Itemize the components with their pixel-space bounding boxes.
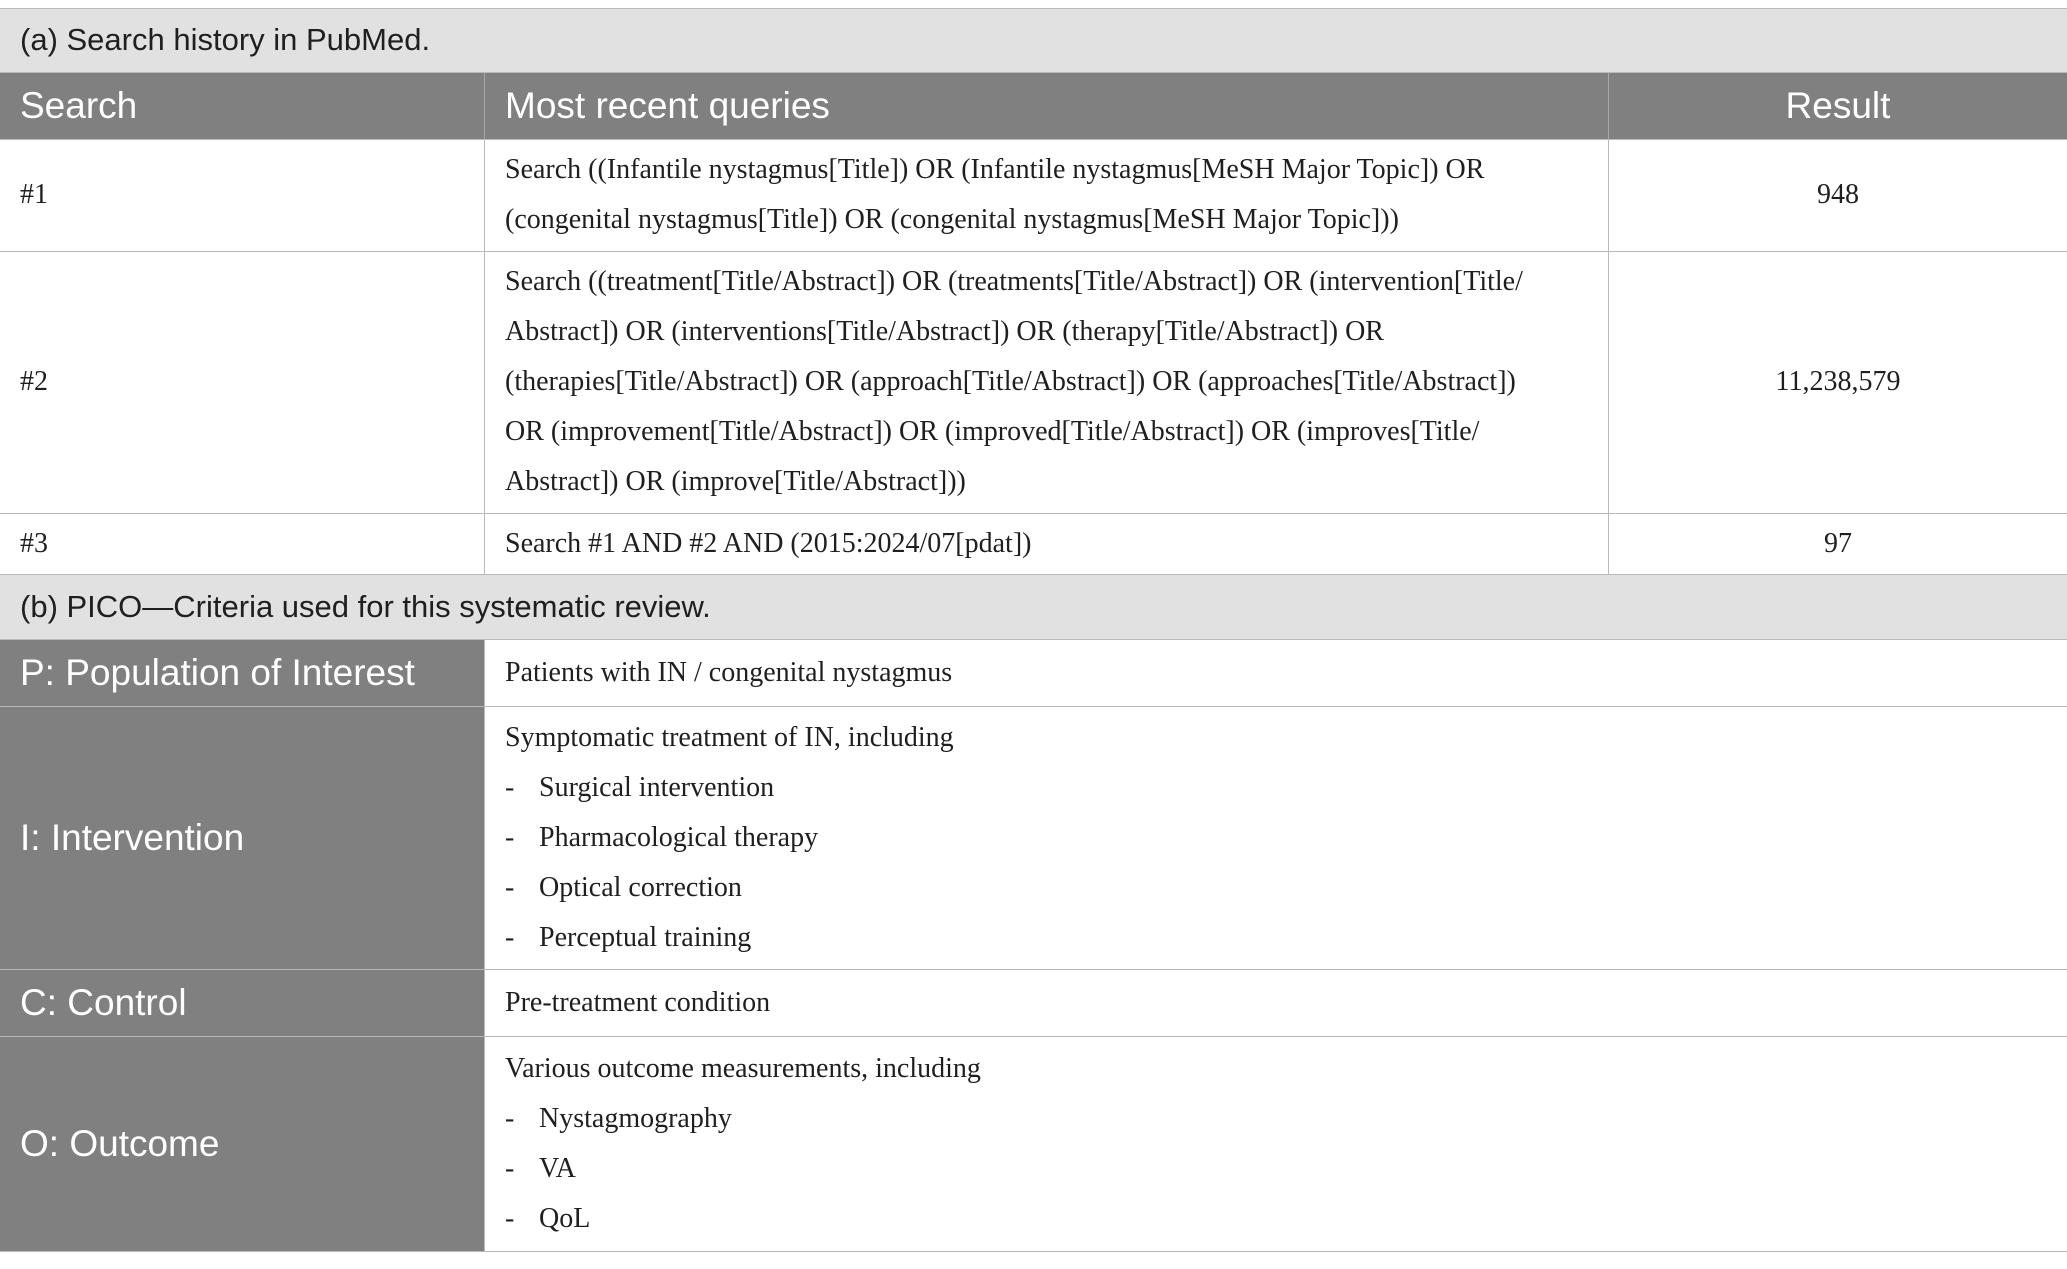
section-b-title-text: (b) PICO—Criteria used for this systematic review. [20,588,711,624]
pico-label-control [0,970,485,1036]
pico-label-population [0,640,485,706]
list-item [505,763,954,813]
row-result [1609,514,2067,574]
row-id-text: #2 [20,366,48,398]
header-queries [485,73,1609,139]
row-id-text: #1 [20,179,48,211]
pico-label-text: I: Intervention [20,817,245,859]
section-a-title-text: (a) Search history in PubMed. [20,22,431,58]
table-row [0,252,2067,514]
row-query [485,514,1609,574]
query-line: Search ((Infantile nystagmus[Title]) OR (Infantile nystagmus[MeSH Major Topic]) OR [505,154,1485,186]
query-line: Search #1 AND #2 AND (2015:2024/07[pdat]) [505,527,1032,559]
list-item-text: Surgical intervention [539,772,775,804]
row-query [485,140,1609,251]
pico-value-text: Patients with IN / congenital nystagmus [505,657,953,689]
intervention-list [505,713,954,963]
row-result-text: 948 [1817,179,1859,211]
query-line: Abstract]) OR (interventions[Title/Abstract]) OR (therapy[Title/Abstract]) OR [505,316,1384,348]
pico-row-population [0,640,2067,707]
list-item-text: QoL [539,1203,591,1234]
section-a-title [0,9,2067,73]
pico-label-text: P: Population of Interest [20,652,415,694]
header-result-text: Result [1785,84,1891,126]
query-line: Abstract]) OR (improve[Title/Abstract])) [505,466,966,498]
search-table-header [0,73,2067,140]
list-item-text: Optical correction [539,872,742,904]
row-id [0,252,485,513]
pico-value-population [485,640,2067,706]
query-line: (therapies[Title/Abstract]) OR (approach[Title/Abstract]) OR (approaches[Title/Abstract]) [505,366,1516,398]
row-result [1609,140,2067,251]
query-text [505,257,1523,507]
dash-bullet: - [505,1203,515,1234]
query-line: (congenital nystagmus[Title]) OR (congenital nystagmus[MeSH Major Topic])) [505,204,1399,236]
pico-label-text: O: Outcome [20,1123,220,1164]
row-id [0,140,485,251]
header-search-text: Search [20,84,138,126]
pico-row-intervention [0,707,2067,970]
row-id [0,514,485,574]
outcome-list [505,1044,981,1244]
pico-row-control [0,970,2067,1037]
query-text [505,145,1484,245]
pico-label-text: C: Control [20,982,187,1024]
list-item [505,1144,981,1194]
pico-value-intervention [485,707,2067,969]
pico-label-outcome [0,1037,485,1251]
list-item-text: Nystagmography [539,1103,732,1134]
query-line: OR (improvement[Title/Abstract]) OR (improved[Title/Abstract]) OR (improves[Title/ [505,416,1480,448]
query-line: Search ((treatment[Title/Abstract]) OR (treatments[Title/Abstract]) OR (intervention[Title/ [505,266,1523,298]
pico-row-outcome [0,1037,2067,1251]
list-item [505,863,954,913]
row-result-text: 97 [1824,527,1852,559]
list-item [505,1094,981,1144]
dash-bullet: - [505,1103,515,1134]
section-b-title [0,575,2067,641]
header-search [0,73,485,139]
list-intro: Symptomatic treatment of IN, including [505,722,954,754]
row-result-text: 11,238,579 [1775,366,1901,398]
list-item [505,1194,981,1244]
row-result [1609,252,2067,513]
list-item-text: Pharmacological therapy [539,822,819,854]
list-item [505,813,954,863]
pico-value-outcome [485,1037,2067,1251]
dash-bullet: - [505,922,515,954]
header-result [1609,73,2067,139]
dash-bullet: - [505,872,515,904]
dash-bullet: - [505,822,515,854]
header-queries-text: Most recent queries [505,84,830,126]
dash-bullet: - [505,772,515,804]
list-item-text: VA [539,1153,576,1184]
table-row [0,514,2067,575]
search-pico-table [0,8,2067,1252]
pico-value-control [485,970,2067,1036]
list-item-text: Perceptual training [539,922,752,954]
pico-value-text: Pre-treatment condition [505,987,771,1019]
row-id-text: #3 [20,527,48,559]
row-query [485,252,1609,513]
list-item [505,913,954,963]
list-intro: Various outcome measurements, including [505,1053,981,1084]
dash-bullet: - [505,1153,515,1184]
table-row [0,140,2067,252]
pico-label-intervention [0,707,485,969]
